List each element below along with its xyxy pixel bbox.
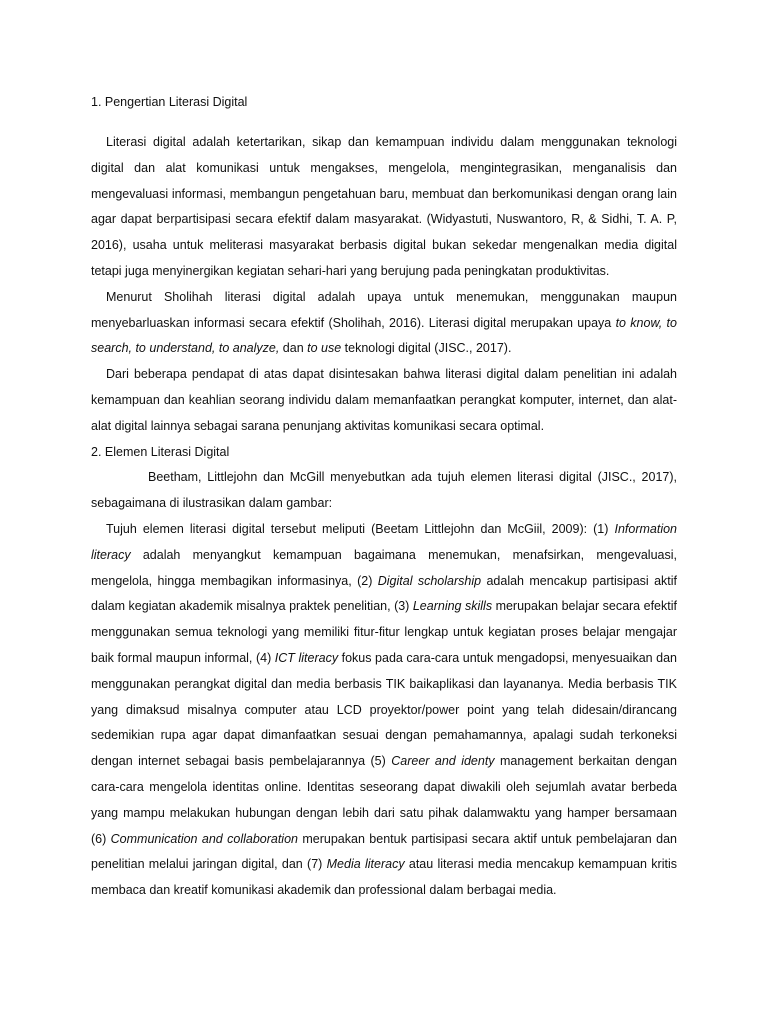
text-run: fokus pada cara-cara untuk mengadopsi, menyesuaikan dan menggunakan perangkat digital dan media berbasis TIK baikaplikasi dan layananya. Media berbasis TIK yang dimaksud misalnya computer atau LCD proyektor/power point yang telah didesain/dirancang sedemikian rupa agar dapat dimanfaatkan sesuai dengan pemahamannya, apalagi sudah terkoneksi dengan internet sebagai basis pembelajarannya (5) (91, 650, 678, 769)
italic-run: Learning skills (412, 599, 493, 614)
text-run: adalah menyangkut kemampuan bagaimana menemukan, menafsirkan, mengevaluasi, mengelola, hingga membagikan informasinya, (2) (91, 547, 677, 588)
text-run: Menurut Sholihah literasi digital adalah upaya untuk menemukan, menggunakan maupun menyebarluaskan informasi secara efektif (Sholihah, 2016). Literasi digital merupakan upaya (91, 289, 677, 330)
text-run: Tujuh elemen literasi digital tersebut meliputi (Beetam Littlejohn dan McGiil, 2009): (1) (106, 521, 615, 536)
section-1-paragraph-3: Dari beberapa pendapat di atas dapat disintesakan bahwa literasi digital dalam penelitian ini adalah kemampuan dan keahlian seorang individu dalam memanfaatkan perangkat komputer, internet, dan alat-alat digital lainnya sebagai sarana penunjang aktivitas komunikasi secara optimal. (91, 367, 677, 433)
section-1 (91, 92, 677, 440)
italic-run: Information literacy (91, 521, 677, 562)
italic-run: Career and identy (391, 754, 495, 769)
section-1-paragraph-2 (91, 285, 677, 362)
italic-run: Communication and collaboration (110, 831, 298, 846)
italic-run: Digital scholarship (377, 573, 482, 588)
text-run: teknologi digital (JISC., 2017). (341, 341, 512, 356)
text-run: merupakan belajar secara efektif menggunakan semua teknologi yang memiliki fitur-fitur lengkap untuk kegiatan proses belajar mengajar baik formal maupun informal, (4) (91, 599, 677, 665)
italic-run: to know, to search, to understand, to analyze, (91, 315, 677, 356)
italic-run: ICT literacy (274, 650, 339, 665)
text-run: atau literasi media mencakup kemampuan kritis membaca dan kreatif komunikasi akademik dan professional dalam berbagai media. (91, 857, 677, 898)
text-run: management berkaitan dengan cara-cara mengelola identitas online. Identitas seseorang dapat diwakili oleh sejumlah avatar berbeda yang mampu melakukan hubungan dengan lebih dari satu pihak dalamwaktu yang hamper bersamaan (6) (91, 754, 677, 846)
section-1-paragraph-1: Literasi digital adalah ketertarikan, sikap dan kemampuan individu dalam menggunakan teknologi digital dan alat komunikasi untuk mengakses, mengelola, mengintegrasikan, menganalisis dan mengevaluasi informasi, membangun pengetahuan baru, membuat dan berkomunikasi dengan orang lain agar dapat berpartisipasi secara efektif dalam masyarakat. (Widyastuti, Nuswantoro, R, & Sidhi, T. A. P, 2016), usaha untuk meliterasi masyarakat berbasis digital bukan sekedar mengenalkan media digital tetapi juga menyinergikan kegiatan sehari-hari yang berujung pada peningkatan produktivitas. (91, 135, 677, 278)
section-2-paragraph-1: Beetham, Littlejohn dan McGill menyebutkan ada tujuh elemen literasi digital (JISC., 2017), sebagaimana di ilustrasikan dalam gambar: (91, 470, 677, 511)
text-run: dan (279, 341, 308, 356)
section-1-heading: 1. Pengertian Literasi Digital (91, 95, 248, 109)
section-2-heading: 2. Elemen Literasi Digital (91, 444, 230, 459)
section-2 (91, 440, 677, 904)
text-run: merupakan bentuk partisipasi secara aktif untuk pembelajaran dan penelitian melalui jaringan digital, dan (7) (91, 831, 677, 872)
text-run: adalah mencakup partisipasi aktif dalam kegiatan akademik misalnya praktek penelitian, (3) (91, 573, 677, 614)
italic-run: to use (307, 341, 342, 356)
italic-run: Media literacy (326, 857, 405, 872)
section-2-paragraph-2 (91, 517, 677, 904)
